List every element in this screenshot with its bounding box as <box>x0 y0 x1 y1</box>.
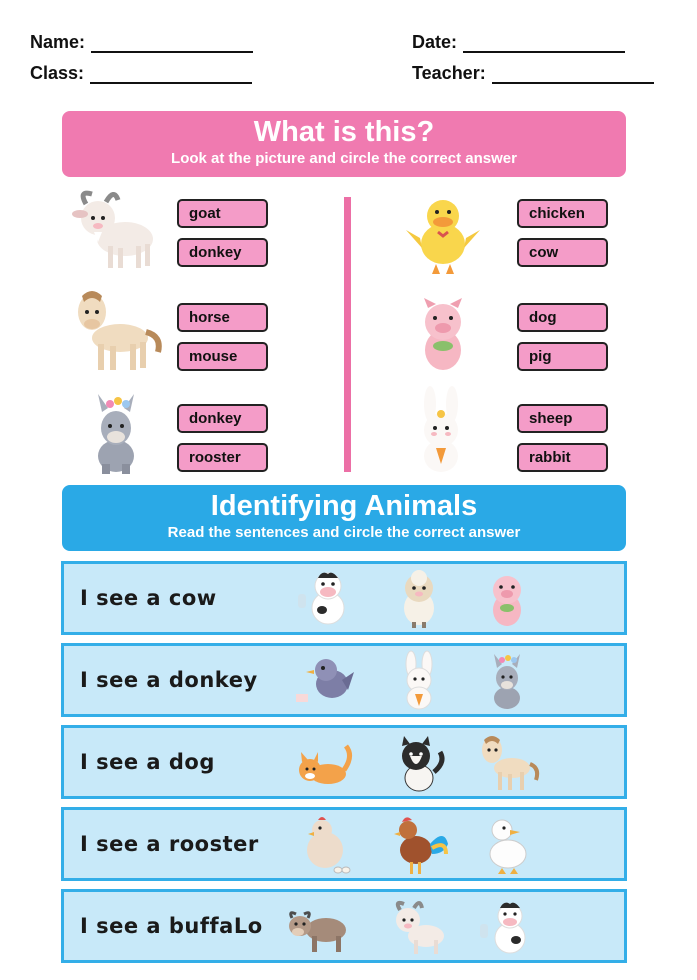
section1-title: What is this? <box>253 116 435 148</box>
sentence-row <box>61 561 627 635</box>
name-field[interactable] <box>30 32 253 53</box>
section1-subtitle: Look at the picture and circle the correct answer <box>171 150 517 167</box>
pig-icon <box>398 290 488 380</box>
section2-subtitle: Read the sentences and circle the correct answer <box>167 524 521 541</box>
sentence-row <box>61 889 627 963</box>
cat-icon[interactable] <box>292 732 358 794</box>
buffalo-icon[interactable] <box>286 896 352 958</box>
rooster-icon[interactable] <box>386 814 452 876</box>
class-field[interactable] <box>30 63 252 84</box>
option-donkey[interactable]: donkey <box>177 238 268 267</box>
option-chicken[interactable]: chicken <box>517 199 608 228</box>
option-rooster[interactable]: rooster <box>177 443 268 472</box>
duck-icon <box>398 188 488 278</box>
rabbit-icon[interactable] <box>386 650 452 712</box>
section2-title: Identifying Animals <box>210 490 478 522</box>
sentence-text: I see a dog <box>80 750 215 774</box>
donkey-icon <box>72 390 162 480</box>
sentence-text: I see a cow <box>80 586 217 610</box>
sheep-icon[interactable] <box>386 568 452 630</box>
date-line[interactable] <box>463 35 625 53</box>
cow-icon[interactable] <box>292 568 358 630</box>
option-pig[interactable]: pig <box>517 342 608 371</box>
dog-icon[interactable] <box>386 732 452 794</box>
pig-icon[interactable] <box>474 568 540 630</box>
sentence-text: I see a buffaLo <box>80 914 263 938</box>
donkey-icon[interactable] <box>474 650 540 712</box>
teacher-line[interactable] <box>492 66 654 84</box>
teacher-label: Teacher: <box>412 63 486 83</box>
section1-banner <box>62 111 626 177</box>
goat-icon[interactable] <box>386 896 452 958</box>
option-mouse[interactable]: mouse <box>177 342 268 371</box>
class-line[interactable] <box>90 66 252 84</box>
date-field[interactable] <box>412 32 625 53</box>
section2-banner <box>62 485 626 551</box>
option-goat[interactable]: goat <box>177 199 268 228</box>
sentence-row <box>61 725 627 799</box>
goat-icon <box>70 184 160 274</box>
sentence-text: I see a rooster <box>80 832 259 856</box>
option-dog[interactable]: dog <box>517 303 608 332</box>
date-label: Date: <box>412 32 458 52</box>
name-line[interactable] <box>91 35 253 53</box>
class-label: Class: <box>30 63 85 83</box>
option-horse[interactable]: horse <box>177 303 268 332</box>
name-label: Name: <box>30 32 86 52</box>
cow-icon[interactable] <box>474 896 540 958</box>
option-sheep[interactable]: sheep <box>517 404 608 433</box>
sentence-row <box>61 643 627 717</box>
rabbit-icon <box>396 384 486 474</box>
bird-icon[interactable] <box>292 650 358 712</box>
teacher-field[interactable] <box>412 63 654 84</box>
option-cow[interactable]: cow <box>517 238 608 267</box>
horse-icon[interactable] <box>474 732 540 794</box>
duck-icon[interactable] <box>474 814 540 876</box>
section1-divider <box>344 197 351 472</box>
option-rabbit[interactable]: rabbit <box>517 443 608 472</box>
option-donkey-2[interactable]: donkey <box>177 404 268 433</box>
horse-icon <box>72 286 162 376</box>
sentence-text: I see a donkey <box>80 668 258 692</box>
hen-icon[interactable] <box>292 814 358 876</box>
sentence-row <box>61 807 627 881</box>
